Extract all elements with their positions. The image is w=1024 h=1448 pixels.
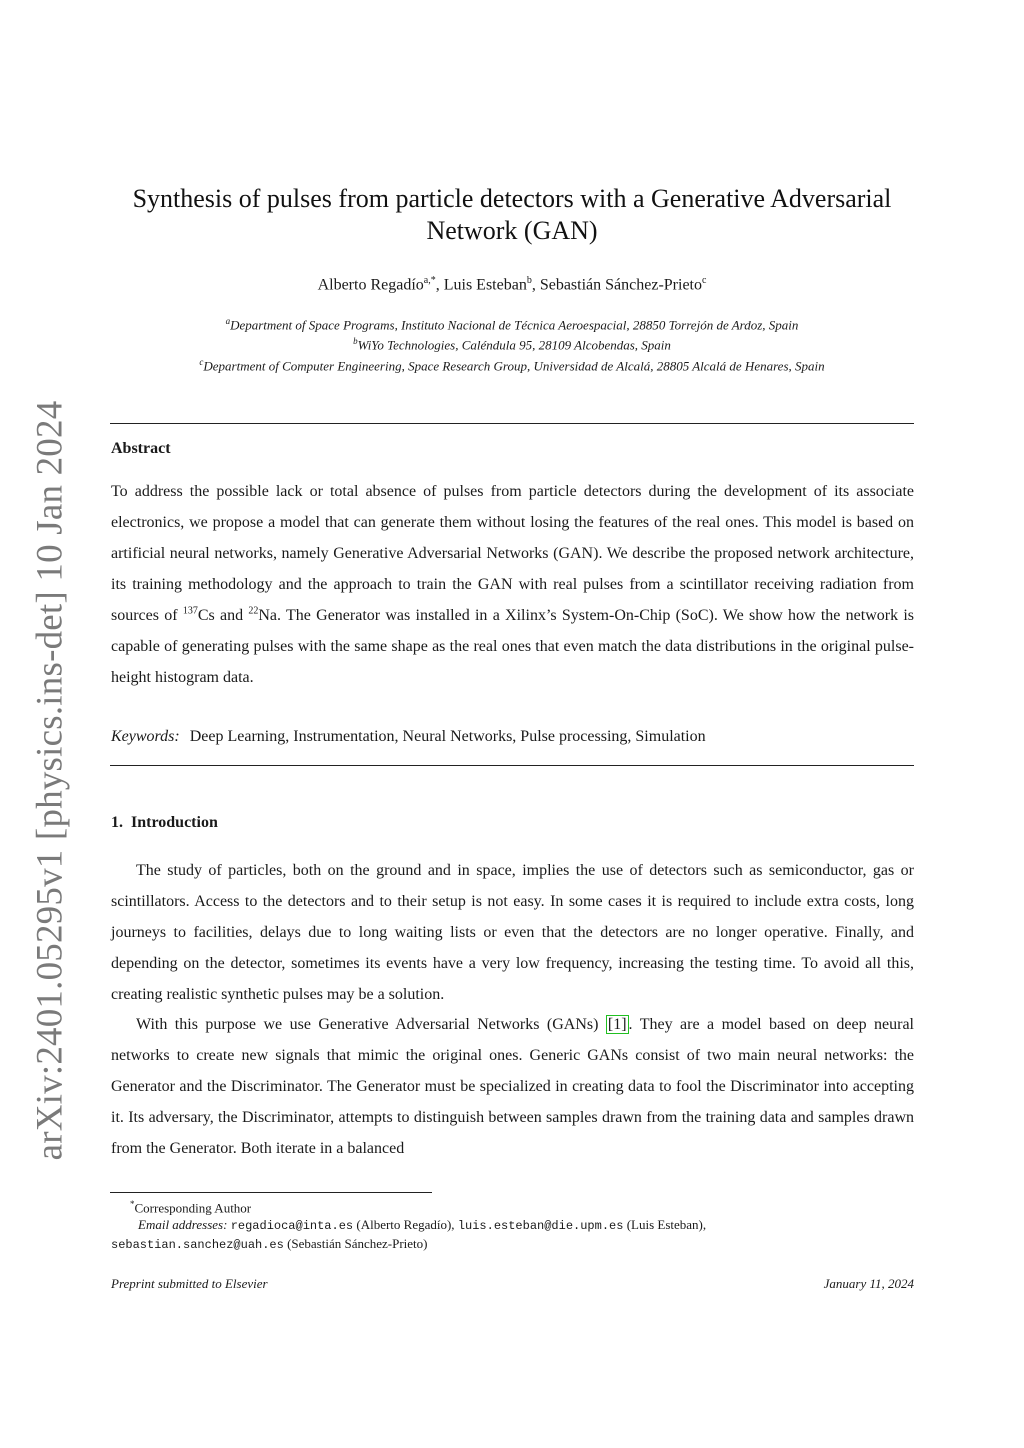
keywords-label: Keywords:: [111, 728, 180, 745]
section-title: Introduction: [131, 814, 218, 831]
affiliation-line: $^c$Department of Computer Engineering, Space Research Group, Universidad de Alcalá, 28805 Alcalá de Henares, Spain: [199, 356, 825, 373]
abstract-text: To address the possible lack or total absence of pulses from particle detectors during the development of its associate electronics, we propose a model that can generate them without losing the features of the real ones. This model is based on artificial neural networks, namely Generative Adversarial Networks (GAN). We describe the proposed network architecture, its training methodology and the approach to train the GAN with real pulses from a scintillator receiving radiation from sources of $^{137}$Cs and $^{22}$Na. The Generator was installed in a Xilinx’s System-On-Chip (SoC). We show how the network is capable of generating pulses with the same shape as the real ones that even match the data distributions in the original pulse-height histogram data.: [111, 483, 915, 686]
arxiv-identifier-text: arXiv:2401.05295v1 [physics.ins-det] 10 Jan 2024: [29, 400, 71, 1160]
preprint-note: Preprint submitted to Elsevier: [111, 1276, 268, 1291]
footnote: [111, 1196, 914, 1254]
author-affiliation-mark: a,*: [423, 275, 436, 286]
author-name: Sebastián Sánchez-Prieto: [539, 276, 702, 294]
email-addresses: Email addresses: regadioca@inta.es (Alberto Regadío), luis.esteban@die.upm.es (Luis Esteban),: [138, 1217, 707, 1234]
arxiv-identifier-stamp: [20, 400, 80, 1160]
email-address[interactable]: sebastian.sanchez@uah.es: [111, 1238, 284, 1253]
keywords-line: [111, 728, 914, 746]
author-affiliation-mark: c: [701, 275, 707, 286]
intro-paragraph-1: The study of particles, both on the ground and in space, implies the use of detectors such as semiconductor, gas or scintillators. Access to the detectors and to their setup is not easy. In some cases it is required to include extra costs, long journeys to facilities, delays due to long waiting lists or even that the detectors are no longer operative. Finally, and depending on the detector, sometimes its events have a very low frequency, increasing the testing time. To avoid all this, creating realistic synthetic pulses may be a solution.: [111, 862, 914, 1003]
keywords-text: Deep Learning, Instrumentation, Neural Networks, Pulse processing, Simulation: [189, 728, 706, 745]
citation-link[interactable]: [1]: [607, 1016, 627, 1033]
author-name: Alberto Regadío: [317, 276, 424, 294]
footnote-rule: [110, 1192, 432, 1193]
paper-title: Synthesis of pulses from particle detectors with a Generative Adversarial Network (GAN): [132, 184, 892, 245]
email-label: Email addresses:: [138, 1217, 228, 1233]
abstract-top-rule: [110, 423, 914, 424]
abstract-heading: Abstract: [111, 440, 171, 457]
author-list: Alberto Regadío$^{a,*}$, Luis Esteban$^b$, Sebastián Sánchez-Prieto$^c$: [317, 275, 707, 294]
corresponding-author-note: *Corresponding Author: [130, 1199, 252, 1216]
email-address[interactable]: regadioca@inta.es: [230, 1219, 354, 1234]
preprint-date: January 11, 2024: [823, 1276, 914, 1291]
section-number: 1.: [111, 814, 123, 831]
email-address[interactable]: luis.esteban@die.upm.es: [457, 1219, 624, 1234]
intro-paragraph-2: With this purpose we use Generative Adversarial Networks (GANs) [1] . They are a model based on deep neural networks to create new signals that mimic the original ones. Generic GANs consist of two main neural networks: the Generator and the Discriminator. The Generator must be specialized in creating data to fool the Discriminator into accepting it. Its adversary, the Discriminator, attempts to distinguish between samples drawn from the training data and samples drawn from the Generator. Both iterate in a balanced: [111, 1016, 914, 1157]
email-addresses-continued: sebastian.sanchez@uah.es (Sebastián Sánchez-Prieto): [111, 1236, 428, 1253]
author-affiliation-mark: b: [526, 275, 532, 286]
affiliation-list: [110, 313, 914, 374]
abstract-bottom-rule: [110, 765, 914, 766]
section-heading: [111, 814, 218, 832]
author-name: Luis Esteban: [443, 276, 527, 294]
affiliation-line: $^a$Department of Space Programs, Instituto Nacional de Técnica Aeroespacial, 28850 Torrejón de Ardoz, Spain: [225, 316, 799, 333]
affiliation-line: $^b$WiYo Technologies, Caléndula 95, 28109 Alcobendas, Spain: [353, 336, 671, 353]
